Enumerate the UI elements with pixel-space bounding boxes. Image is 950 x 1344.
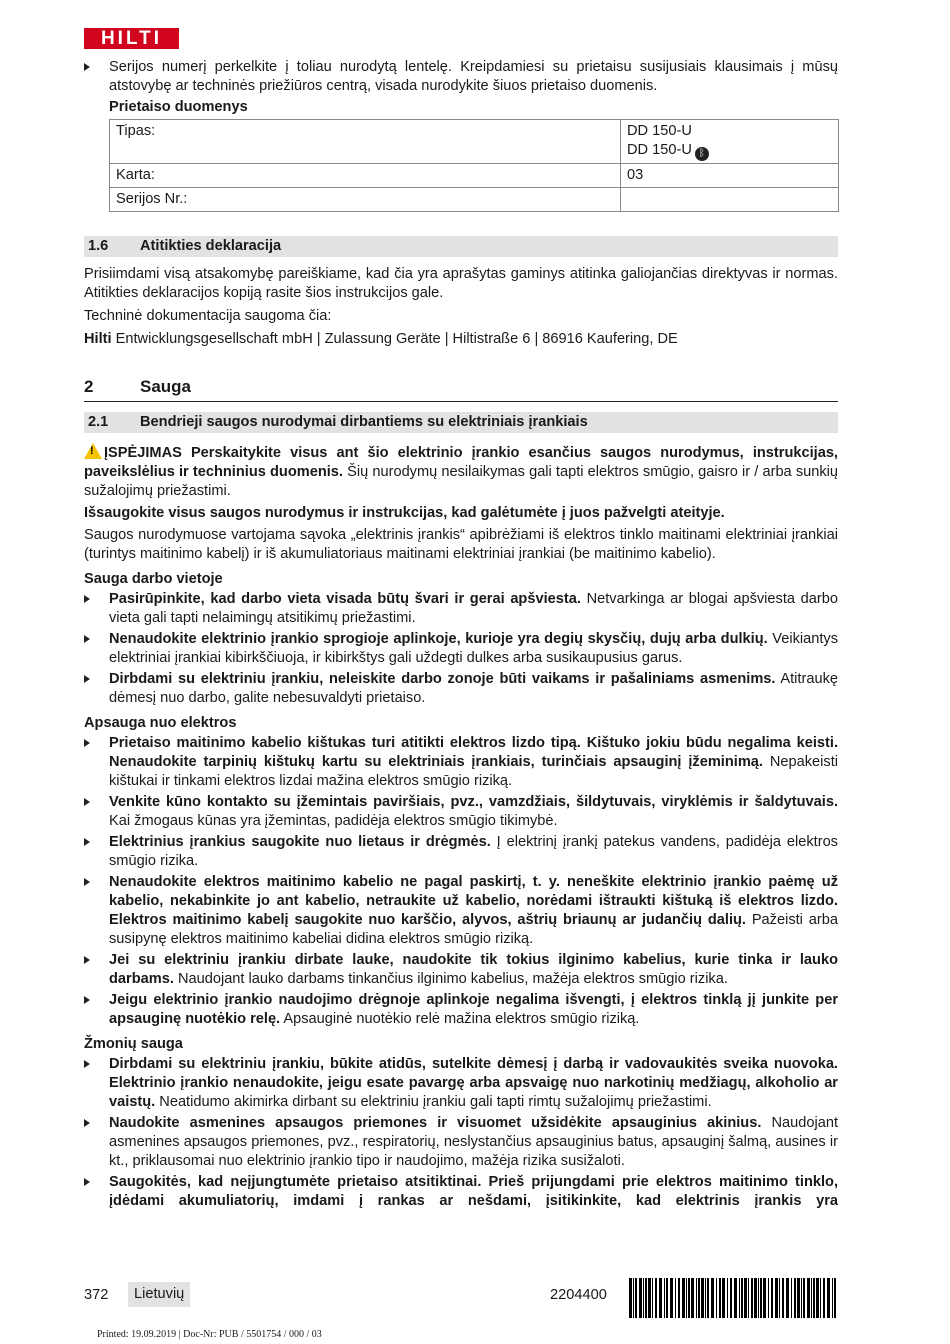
barcode-bar: [744, 1278, 747, 1318]
list-item: Jeigu elektrinio įrankio naudojimo drėgnoje aplinkoje negalima išvengti, į elektros tinklą jį junkite per apsauginę nuotėkio relę. Apsauginė nuotėkio relė mažina elektros smūgio riziką.: [84, 991, 838, 1029]
intro-bullet: Serijos numerį perkelkite į toliau nurodytą lentelę. Kreipdamiesi su prietaisu susijusiais klausimais į mūsų atstovybę ar techninės priežiūros centrą, visada nurodykite šiuos prietaiso duomenis.: [84, 58, 838, 96]
barcode-bar: [705, 1278, 706, 1318]
barcode-bar: [786, 1278, 789, 1318]
barcode-bar: [719, 1278, 721, 1318]
barcode-bar: [716, 1278, 717, 1318]
barcode-bar: [775, 1278, 778, 1318]
bullet-arrow-icon: [84, 878, 90, 886]
bullet-arrow-icon: [84, 739, 90, 747]
hilti-logo: HILTI: [84, 28, 179, 49]
barcode-bar: [711, 1278, 714, 1318]
barcode-bar: [834, 1278, 836, 1318]
barcode-bar: [751, 1278, 753, 1318]
section-1-6-heading: 1.6 Atitikties deklaracija: [84, 236, 838, 257]
bullet-arrow-icon: [84, 996, 90, 1004]
barcode-bar: [779, 1278, 780, 1318]
barcode-bar: [811, 1278, 812, 1318]
barcode: [629, 1278, 837, 1318]
barcode-bar: [791, 1278, 792, 1318]
page-number: 372: [84, 1287, 109, 1303]
page-content: [84, 58, 838, 1213]
bullet-arrow-icon: [84, 1060, 90, 1068]
list-item: Venkite kūno kontakto su įžemintais paviršiais, pvz., vamzdžiais, šildytuvais, viryklėmis ir šaldytuvais. Kai žmogaus kūnas yra įžemintas, padidėja elektros smūgio tikimybė.: [84, 793, 838, 831]
barcode-bar: [645, 1278, 647, 1318]
group-title: Apsauga nuo elektros: [84, 715, 237, 731]
barcode-bar: [758, 1278, 759, 1318]
barcode-bar: [813, 1278, 815, 1318]
table-row: [110, 188, 839, 212]
term-definition-text: Saugos nurodymuose vartojama sąvoka „elektrinis įrankis“ apibrėžiami iš elektros tinklo maitinami elektriniai įrankiai (turintys maitinimo kabelį) ir iš akumuliatoriaus maitinami elektriniai įrankiai (be maitinimo kabelio).: [84, 527, 838, 562]
barcode-bar: [648, 1278, 651, 1318]
barcode-bar: [760, 1278, 762, 1318]
bullet-arrow-icon: [84, 595, 90, 603]
bullet-arrow-icon: [84, 1178, 90, 1186]
barcode-bar: [701, 1278, 704, 1318]
generation-value: 03: [621, 164, 839, 188]
barcode-bar: [722, 1278, 725, 1318]
barcode-bar: [739, 1278, 740, 1318]
list-item: Saugokitės, kad neįjungtumėte prietaiso atsitiktinai. Prieš prijungdami prie elektros maitinimo tinklo, įdėdami akumuliatorių, imdami į rankas ar nešdami, įsitikinkite, kad elektrinis įrankis yra: [84, 1173, 838, 1211]
keep-instructions-text: Išsaugokite visus saugos nurodymus ir instrukcijas, kad galėtumėte į juos pažvelgti ateityje.: [84, 505, 725, 521]
table-row: [110, 164, 839, 188]
barcode-bar: [827, 1278, 830, 1318]
barcode-bar: [639, 1278, 642, 1318]
section-2-1-heading: 2.1 Bendrieji saugos nurodymai dirbantiems su elektriniais įrankiais: [84, 412, 838, 433]
printed-info: Printed: 19.09.2019 | Doc-Nr: PUB / 5501754 / 000 / 03: [97, 1329, 322, 1340]
barcode-bar: [643, 1278, 644, 1318]
barcode-bar: [794, 1278, 796, 1318]
table-row: [110, 120, 839, 164]
list-item: Dirbdami su elektriniu įrankiu, neleiskite darbo zonoje būti vaikams ir pašaliniams asmenims. Atitraukę dėmesį nuo darbo, galite nebesuvaldyti prietaiso.: [84, 670, 838, 708]
barcode-bar: [768, 1278, 769, 1318]
barcode-bar: [754, 1278, 757, 1318]
barcode-bar: [730, 1278, 732, 1318]
barcode-bar: [707, 1278, 709, 1318]
barcode-bar: [666, 1278, 668, 1318]
barcode-bar: [655, 1278, 657, 1318]
list-item: Nenaudokite elektros maitinimo kabelio ne pagal paskirtį, t. y. neneškite elektrinio įrankio paėmę už kabelio, nekabinkite jo ant kabelio, netraukite už kabelio, norėdami ištraukti kištuką iš elektros lizdo. Elektros maitinimo kabelį saugokite nuo karščio, alyvos, aštrių briaunų ar judančių dalių. Pažeisti arba susipynę elektros maitinimo kabeliai didina elektros smūgio riziką.: [84, 873, 838, 949]
barcode-bar: [797, 1278, 800, 1318]
barcode-bar: [691, 1278, 694, 1318]
barcode-bar: [748, 1278, 749, 1318]
barcode-bar: [696, 1278, 697, 1318]
group-title: Sauga darbo vietoje: [84, 571, 223, 587]
list-item: Prietaiso maitinimo kabelio kištukas turi atitikti elektros lizdo tipą. Kištuko jokiu būdu negalima keisti. Nenaudokite tarpinių kištukų kartu su elektriniais įrankiais, turinčiais apsauginį įžeminimą. Nepakeisti kištukai ir tinkami elektros lizdai mažina elektros smūgio riziką.: [84, 734, 838, 791]
barcode-bar: [698, 1278, 700, 1318]
bullet-arrow-icon: [84, 956, 90, 964]
warning-icon: !: [84, 443, 102, 459]
device-data-table: [109, 119, 839, 212]
device-data-title: Prietaiso duomenys: [109, 99, 248, 115]
barcode-bar: [803, 1278, 805, 1318]
barcode-bar: [633, 1278, 634, 1318]
bullet-arrow-icon: [84, 635, 90, 643]
list-item: Dirbdami su elektriniu įrankiu, būkite atidūs, sutelkite dėmesį į darbą ir vadovaukitės sveika nuovoka. Elektrinio įrankio nenaudokite, jeigu esate pavargę arba apsvaigę nuo narkotinių medžiagų, alkoholio ar vaistų. Neatidumo akimirka dirbant su elektriniu įrankiu gali tapti rimtų sužalojimų priežastimi.: [84, 1055, 838, 1112]
list-item: Pasirūpinkite, kad darbo vieta visada būtų švari ir gerai apšviesta. Netvarkinga ar blogai apšviesta darbo vieta gali tapti nelaimingų atsitikimų priežastimi.: [84, 590, 838, 628]
barcode-bar: [734, 1278, 737, 1318]
serial-label: Serijos Nr.:: [110, 188, 621, 212]
barcode-bar: [816, 1278, 819, 1318]
barcode-bar: [741, 1278, 743, 1318]
barcode-bar: [652, 1278, 653, 1318]
barcode-bar: [659, 1278, 662, 1318]
declaration-text: Prisiimdami visą atsakomybę pareiškiame, kad čia yra aprašytas gaminys atitinka galiojančias direktyvas ir normas. Atitikties deklaracijos kopiją rasite šios instrukcijos gale.: [84, 266, 838, 301]
barcode-bar: [801, 1278, 802, 1318]
barcode-bar: [670, 1278, 673, 1318]
bullet-arrow-icon: [84, 798, 90, 806]
barcode-bar: [675, 1278, 676, 1318]
list-item: Nenaudokite elektrinio įrankio sprogioje aplinkoje, kurioje yra degių skysčių, dujų arba dulkių. Veikiantys elektriniai įrankiai kibirkščiuoja, ir kibirkštys gali uždegti dulkes arba susikaupusius garus.: [84, 630, 838, 668]
bluetooth-icon: ᛒ: [695, 147, 709, 161]
barcode-bar: [688, 1278, 690, 1318]
bullet-arrow-icon: [84, 838, 90, 846]
bullet-arrow-icon: [84, 63, 90, 71]
barcode-bar: [771, 1278, 773, 1318]
type-value: DD 150-U DD 150-U ᛒ: [621, 120, 839, 164]
barcode-bar: [823, 1278, 825, 1318]
barcode-bar: [782, 1278, 784, 1318]
barcode-bar: [678, 1278, 680, 1318]
list-item: Elektrinius įrankius saugokite nuo lietaus ir drėgmės. Į elektrinį įrankį patekus vandens, padidėja elektros smūgio rizika.: [84, 833, 838, 871]
list-item: Naudokite asmenines apsaugos priemones ir visuomet užsidėkite apsauginius akinius. Naudojant asmenines apsaugos priemones, pvz., respiratorių, neslystančius apsauginius batus, apsauginį šalmą, ausines ir kt., priklausomai nuo elektrinio įrankio tipo ir naudojimo, mažėja rizika susižaloti.: [84, 1114, 838, 1171]
barcode-bar: [763, 1278, 766, 1318]
tech-doc-text: Techninė dokumentacija saugoma čia:: [84, 308, 332, 324]
language-label: Lietuvių: [128, 1282, 190, 1307]
bullet-arrow-icon: [84, 675, 90, 683]
list-item: Jei su elektriniu įrankiu dirbate lauke, naudokite tik tokius ilginimo kabelius, kurie tinka ir lauko darbams. Naudojant lauko darbams tinkančius ilginimo kabelius, mažėja elektros smūgio rizika.: [84, 951, 838, 989]
barcode-bar: [832, 1278, 833, 1318]
doc-number: 2204400: [550, 1287, 607, 1303]
barcode-bar: [807, 1278, 810, 1318]
generation-label: Karta:: [110, 164, 621, 188]
barcode-bar: [682, 1278, 685, 1318]
barcode-bar: [664, 1278, 665, 1318]
bullet-arrow-icon: [84, 1119, 90, 1127]
barcode-bar: [629, 1278, 632, 1318]
serial-value: [621, 188, 839, 212]
type-label: Tipas:: [110, 120, 621, 164]
warning-text: ! ĮSPĖJIMAS Perskaitykite visus ant šio elektrinio įrankio esančius saugos nurodymus, instrukcijas, paveikslėlius ir techninius duomenis. Šių nurodymų nesilaikymas gali tapti elektros smūgio, gaisro ir / arba sunkių sužalojimų priežastimi.: [84, 445, 839, 499]
barcode-bar: [635, 1278, 637, 1318]
address-text: Hilti Entwicklungsgesellschaft mbH | Zulassung Geräte | Hiltistraße 6 | 86916 Kaufering, DE: [84, 331, 678, 347]
group-title: Žmonių sauga: [84, 1036, 183, 1052]
barcode-bar: [727, 1278, 728, 1318]
barcode-bar: [686, 1278, 687, 1318]
barcode-bar: [820, 1278, 821, 1318]
section-2-heading: 2 Sauga: [84, 377, 838, 402]
